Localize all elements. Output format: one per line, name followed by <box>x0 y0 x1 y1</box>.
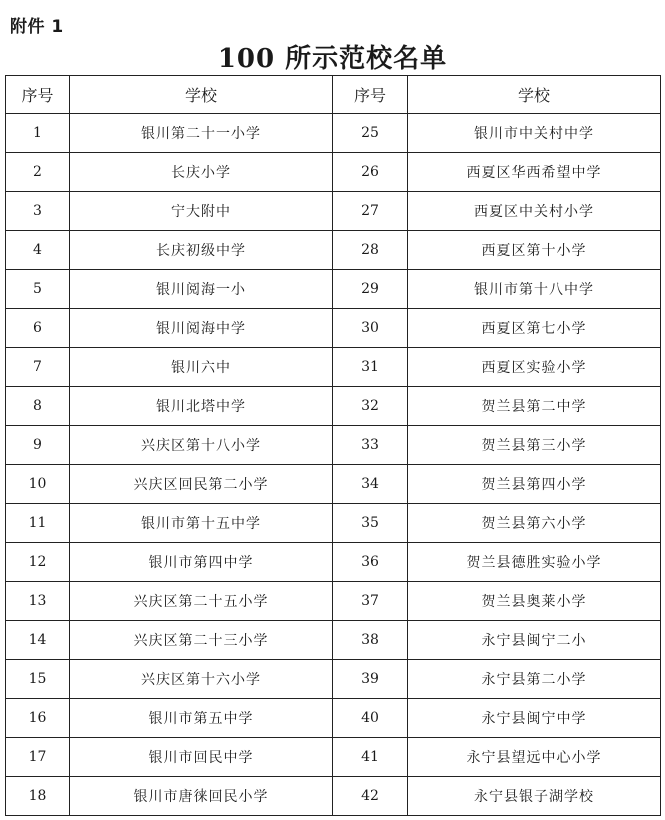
row-number-right: 33 <box>333 426 408 465</box>
table-row <box>6 738 661 777</box>
row-number-left: 5 <box>6 270 70 309</box>
row-number-left: 13 <box>6 582 70 621</box>
row-number-left: 7 <box>6 348 70 387</box>
row-number-left: 14 <box>6 621 70 660</box>
row-number-left: 10 <box>6 465 70 504</box>
school-name-left: 兴庆区第二十三小学 <box>70 621 333 660</box>
table-row <box>6 621 661 660</box>
school-name-left: 银川市回民中学 <box>70 738 333 777</box>
school-name-left: 银川北塔中学 <box>70 387 333 426</box>
school-name-right: 银川市中关村中学 <box>408 114 661 153</box>
table-row <box>6 348 661 387</box>
row-number-left: 17 <box>6 738 70 777</box>
header-school-right: 学校 <box>408 76 661 114</box>
school-name-left: 兴庆区第十六小学 <box>70 660 333 699</box>
table-row <box>6 270 661 309</box>
table-row <box>6 699 661 738</box>
school-list-table <box>5 75 661 816</box>
table-row <box>6 777 661 816</box>
school-name-right: 永宁县银子湖学校 <box>408 777 661 816</box>
row-number-right: 32 <box>333 387 408 426</box>
row-number-right: 37 <box>333 582 408 621</box>
school-name-right: 永宁县闽宁中学 <box>408 699 661 738</box>
school-name-right: 西夏区实验小学 <box>408 348 661 387</box>
table-row <box>6 426 661 465</box>
school-name-left: 兴庆区回民第二小学 <box>70 465 333 504</box>
table-row <box>6 543 661 582</box>
table-row <box>6 153 661 192</box>
row-number-right: 39 <box>333 660 408 699</box>
row-number-left: 18 <box>6 777 70 816</box>
school-name-right: 贺兰县奥莱小学 <box>408 582 661 621</box>
school-name-right: 贺兰县第三小学 <box>408 426 661 465</box>
school-name-left: 银川市第五中学 <box>70 699 333 738</box>
header-no-right: 序号 <box>333 76 408 114</box>
school-name-left: 银川市唐徕回民小学 <box>70 777 333 816</box>
row-number-left: 16 <box>6 699 70 738</box>
school-name-right: 永宁县闽宁二小 <box>408 621 661 660</box>
row-number-right: 28 <box>333 231 408 270</box>
header-school-left: 学校 <box>70 76 333 114</box>
row-number-left: 15 <box>6 660 70 699</box>
school-name-left: 银川第二十一小学 <box>70 114 333 153</box>
attachment-label: 附件 1 <box>10 17 64 37</box>
row-number-right: 25 <box>333 114 408 153</box>
table-header-row <box>6 76 661 114</box>
school-name-left: 宁大附中 <box>70 192 333 231</box>
table-row <box>6 504 661 543</box>
school-name-right: 西夏区华西希望中学 <box>408 153 661 192</box>
school-name-left: 银川阅海一小 <box>70 270 333 309</box>
row-number-right: 31 <box>333 348 408 387</box>
row-number-right: 38 <box>333 621 408 660</box>
row-number-right: 27 <box>333 192 408 231</box>
row-number-right: 36 <box>333 543 408 582</box>
school-name-right: 永宁县望远中心小学 <box>408 738 661 777</box>
row-number-left: 6 <box>6 309 70 348</box>
school-name-left: 银川市第四中学 <box>70 543 333 582</box>
row-number-left: 4 <box>6 231 70 270</box>
table-row <box>6 192 661 231</box>
row-number-right: 35 <box>333 504 408 543</box>
row-number-right: 42 <box>333 777 408 816</box>
row-number-right: 34 <box>333 465 408 504</box>
row-number-left: 12 <box>6 543 70 582</box>
table-row <box>6 387 661 426</box>
page-title: 100 所示范校名单 <box>217 44 448 74</box>
row-number-left: 9 <box>6 426 70 465</box>
row-number-right: 29 <box>333 270 408 309</box>
school-name-left: 银川六中 <box>70 348 333 387</box>
school-name-right: 贺兰县德胜实验小学 <box>408 543 661 582</box>
table-row <box>6 465 661 504</box>
table-row <box>6 660 661 699</box>
school-name-left: 兴庆区第二十五小学 <box>70 582 333 621</box>
table-row <box>6 231 661 270</box>
row-number-left: 1 <box>6 114 70 153</box>
school-name-right: 西夏区第七小学 <box>408 309 661 348</box>
school-name-left: 长庆小学 <box>70 153 333 192</box>
table-row <box>6 309 661 348</box>
school-name-right: 银川市第十八中学 <box>408 270 661 309</box>
school-name-right: 贺兰县第六小学 <box>408 504 661 543</box>
row-number-left: 3 <box>6 192 70 231</box>
row-number-right: 26 <box>333 153 408 192</box>
row-number-right: 30 <box>333 309 408 348</box>
row-number-right: 41 <box>333 738 408 777</box>
school-name-right: 西夏区第十小学 <box>408 231 661 270</box>
school-name-left: 银川市第十五中学 <box>70 504 333 543</box>
school-name-right: 贺兰县第二中学 <box>408 387 661 426</box>
row-number-left: 11 <box>6 504 70 543</box>
school-name-right: 永宁县第二小学 <box>408 660 661 699</box>
school-name-left: 兴庆区第十八小学 <box>70 426 333 465</box>
school-name-right: 贺兰县第四小学 <box>408 465 661 504</box>
school-name-left: 银川阅海中学 <box>70 309 333 348</box>
row-number-left: 2 <box>6 153 70 192</box>
table-row <box>6 582 661 621</box>
row-number-left: 8 <box>6 387 70 426</box>
table-row <box>6 114 661 153</box>
row-number-right: 40 <box>333 699 408 738</box>
header-no-left: 序号 <box>6 76 70 114</box>
school-name-left: 长庆初级中学 <box>70 231 333 270</box>
school-name-right: 西夏区中关村小学 <box>408 192 661 231</box>
